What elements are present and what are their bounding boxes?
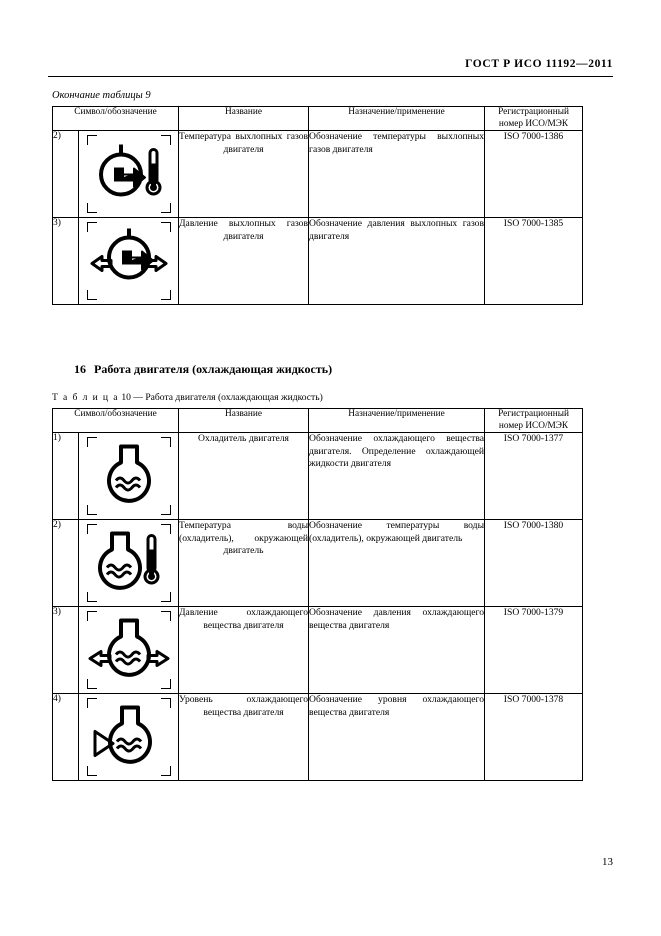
table-row [53,131,583,218]
symbol-cell [79,607,179,694]
page-number: 13 [602,856,613,868]
engine-coolant-icon [94,443,164,510]
table-caption-number: 10 [121,392,131,403]
symbol-reg-number: ISO 7000-1386 [485,131,583,218]
symbol-name: Давление охлаждающего вещества двигателя [179,607,309,694]
section-title-text: Работа двигателя (охлаждающая жидкость) [94,362,333,376]
table-10-caption [52,392,323,403]
row-number: 3) [53,218,79,305]
table-caption-label: Т а б л и ц а [52,392,119,403]
symbol-cell [79,520,179,607]
row-number: 2) [53,520,79,607]
section-number: 16 [74,362,86,376]
table-row [53,607,583,694]
table-header-row [53,107,583,131]
symbol-reg-number: ISO 7000-1377 [485,433,583,520]
header-divider [48,76,613,77]
column-header-name: Название [179,409,309,433]
column-header-reg-line1: Регистрационный [498,107,569,117]
column-header-reg [485,107,583,131]
symbol-reg-number: ISO 7000-1385 [485,218,583,305]
column-header-use: Назначение/применение [309,107,485,131]
table-row [53,694,583,781]
symbol-name: Температура воды (охладитель), окружающей двигатель [179,520,309,607]
row-number: 1) [53,433,79,520]
symbol-use: Обозначение температуры выхлопных газов двигателя [309,131,485,218]
symbol-use: Обозначение охлаждающего вещества двигателя. Определение охлаждающей жидкости двигателя [309,433,485,520]
column-header-symbol: Символ/обозначение [53,107,179,131]
symbol-use: Обозначение давления охлаждающего вещества двигателя [309,607,485,694]
table-row [53,433,583,520]
table-row [53,520,583,607]
column-header-symbol: Символ/обозначение [53,409,179,433]
symbol-use: Обозначение уровня охлаждающего вещества двигателя [309,694,485,781]
engine-coolant-pressure-icon [88,617,170,684]
symbol-name: Температура выхлопных газов двигателя [179,131,309,218]
page-header: ГОСТ Р ИСО 11192—2011 [465,58,613,70]
column-header-use: Назначение/применение [309,409,485,433]
column-header-name: Название [179,107,309,131]
table-header-row [53,409,583,433]
table-10 [52,408,583,781]
symbol-reg-number: ISO 7000-1379 [485,607,583,694]
engine-exhaust-gas-pressure-icon [90,229,168,294]
engine-coolant-level-icon [89,704,169,771]
table-caption-text: Работа двигателя (охлаждающая жидкость) [145,392,323,403]
column-header-reg-line2: номер ИСО/МЭК [498,420,569,431]
column-header-reg-line2: номер ИСО/МЭК [498,118,569,129]
symbol-cell [79,218,179,305]
symbol-use: Обозначение давления выхлопных газов двигателя [309,218,485,305]
engine-exhaust-gas-temperature-icon [90,142,168,207]
symbol-name: Давление выхлопных газов двигателя [179,218,309,305]
table-9 [52,106,583,305]
symbol-name: Уровень охлаждающего вещества двигателя [179,694,309,781]
engine-coolant-temperature-icon [90,530,168,597]
table-row [53,218,583,305]
symbol-reg-number: ISO 7000-1380 [485,520,583,607]
section-heading [74,362,332,377]
symbol-cell [79,131,179,218]
table-caption-dash: — [133,392,143,403]
symbol-use: Обозначение температуры воды (охладитель), окружающей двигатель [309,520,485,607]
symbol-reg-number: ISO 7000-1378 [485,694,583,781]
row-number: 4) [53,694,79,781]
column-header-reg [485,409,583,433]
column-header-reg-line1: Регистрационный [498,409,569,419]
symbol-cell [79,694,179,781]
symbol-name: Охладитель двигателя [179,433,309,520]
row-number: 3) [53,607,79,694]
table-continuation-note: Окончание таблицы 9 [52,90,151,101]
symbol-cell [79,433,179,520]
row-number: 2) [53,131,79,218]
